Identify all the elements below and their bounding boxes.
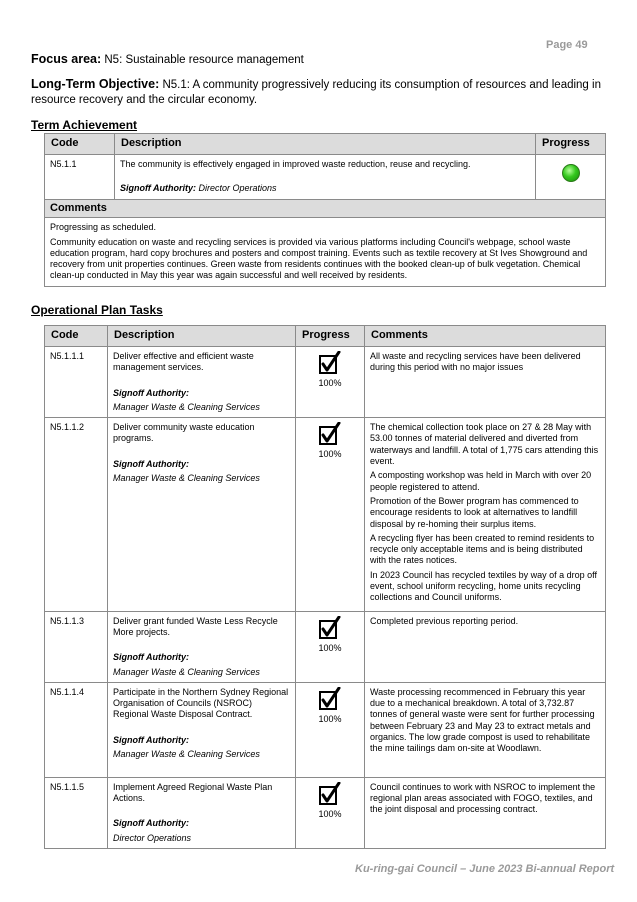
operational-plan-title: Operational Plan Tasks — [31, 303, 163, 317]
row-comment: Waste processing recommenced in February this year due to a mechanical breakdown. A total of 3,732.87 tonnes of general waste were sent for further processing between February 23 and May 23 to extract metals and organics. The low grade compost is used to rehabilitate the mine tailings dam on-site at Woodlawn. — [370, 686, 595, 754]
row-description: Participate in the Northern Sydney Regional Organisation of Councils (NSROC) Regional Waste Disposal Contract. — [113, 686, 289, 720]
ta-signoff-label: Signoff Authority: — [120, 183, 196, 194]
row-description: Implement Agreed Regional Waste Plan Actions. — [113, 781, 273, 804]
row-comments-cell — [365, 418, 606, 611]
row-signoff-label: Signoff Authority: — [113, 818, 189, 829]
objective-value: N5.1: A community progressively reducing its consumption of resources and leading in resource recovery and the circular economy. — [31, 79, 601, 106]
row-comment: The chemical collection took place on 27 & 28 May with 53.00 tonnes of material delivered and diverted from waterways and landfill. A total of 1,775 cars attending this event. — [370, 422, 599, 467]
long-term-objective — [31, 77, 616, 108]
ta-description-cell — [115, 155, 536, 200]
row-comment: Promotion of the Bower program has commenced to encourage residents to look at alternatives to landfill disposal by re-homing their surplus items. — [370, 495, 579, 529]
row-description-cell — [108, 777, 296, 848]
row-progress-value: 100% — [318, 378, 342, 388]
row-comment: All waste and recycling services have been delivered during this period with no major issues — [370, 351, 581, 373]
row-signoff-label: Signoff Authority: — [113, 734, 189, 745]
op-header-comments: Comments — [365, 326, 606, 347]
row-signoff-label: Signoff Authority: — [113, 652, 189, 663]
row-description-cell — [108, 682, 296, 777]
ta-signoff — [120, 183, 530, 194]
row-description-cell — [108, 347, 296, 418]
table-row — [45, 611, 606, 682]
table-row — [45, 418, 606, 611]
row-code: N5.1.1.3 — [45, 611, 108, 682]
row-code: N5.1.1.2 — [45, 418, 108, 611]
row-progress-cell — [296, 347, 365, 418]
row-code: N5.1.1.1 — [45, 347, 108, 418]
row-signoff-value: Manager Waste & Cleaning Services — [113, 473, 260, 484]
report-footer: Ku-ring-gai Council – June 2023 Bi-annual Report — [355, 863, 615, 875]
row-description-cell — [108, 418, 296, 611]
row-signoff-label: Signoff Authority: — [113, 458, 189, 469]
row-progress-value: 100% — [318, 642, 342, 653]
ta-header-progress: Progress — [536, 134, 606, 155]
term-achievement-table — [44, 133, 606, 287]
op-header-code: Code — [45, 326, 108, 347]
op-header-progress: Progress — [296, 326, 365, 347]
checkbox-checked-icon — [301, 782, 359, 806]
row-progress-cell — [296, 418, 365, 611]
row-progress-cell — [296, 682, 365, 777]
row-signoff-value: Director Operations — [113, 832, 192, 843]
row-comments-cell — [365, 777, 606, 848]
row-comment: Completed previous reporting period. — [370, 615, 519, 626]
row-description: Deliver grant funded Waste Less Recycle More projects. — [113, 615, 278, 637]
objective-label: Long-Term Objective: — [31, 77, 160, 91]
table-row — [45, 347, 606, 418]
table-row — [45, 682, 606, 777]
row-comment: A recycling flyer has been created to remind residents to recycle only acceptable items and is being distributed with the rates notices. — [370, 532, 595, 566]
checkbox-checked-icon — [301, 422, 359, 446]
row-description: Deliver community waste education programs. — [113, 422, 255, 444]
row-progress-value: 100% — [318, 808, 342, 819]
row-signoff-value: Manager Waste & Cleaning Services — [113, 401, 260, 412]
checkbox-checked-icon — [301, 687, 359, 711]
table-row — [45, 777, 606, 848]
row-description: Deliver effective and efficient waste management services. — [113, 351, 254, 373]
row-comments-cell — [365, 347, 606, 418]
focus-area-value: N5: Sustainable resource management — [104, 54, 304, 66]
row-comment: A composting workshop was held in March with over 20 people registered to attend. — [370, 470, 592, 492]
ta-comment-2: Community education on waste and recycling services is provided via various platforms including Council's webpage, school waste education program, hard copy brochures and posters and compost training. Events such as textile recovery at St Ives Showground and recovery from unit properties continues. Green waste from residents continues with the booked clean-up of bulk vegetation. Chemical clean-up conducted in May this year was again successful and well received by residents. — [50, 236, 588, 281]
ta-header-code: Code — [45, 134, 115, 155]
page-number: Page 49 — [546, 39, 588, 51]
row-progress-value: 100% — [318, 449, 342, 460]
ta-comment-1: Progressing as scheduled. — [50, 222, 157, 233]
row-progress-value: 100% — [318, 713, 342, 724]
op-header-description: Description — [108, 326, 296, 347]
row-signoff-value: Manager Waste & Cleaning Services — [113, 749, 260, 760]
ta-header-description: Description — [115, 134, 536, 155]
row-signoff-label: Signoff Authority: — [113, 387, 189, 398]
row-code: N5.1.1.4 — [45, 682, 108, 777]
row-signoff-value: Manager Waste & Cleaning Services — [113, 666, 260, 677]
ta-progress-cell — [536, 155, 606, 200]
checkbox-checked-icon — [301, 351, 359, 375]
checkbox-checked-icon — [301, 616, 359, 640]
ta-code: N5.1.1 — [45, 155, 115, 200]
ta-comments-header: Comments — [45, 200, 606, 218]
row-comments-cell — [365, 682, 606, 777]
row-comment: In 2023 Council has recycled textiles by way of a drop off event, school uniform recycling, home units recycling collections and Council uniforms. — [370, 569, 597, 603]
row-code: N5.1.1.5 — [45, 777, 108, 848]
ta-comments-body — [45, 218, 606, 286]
ta-description: The community is effectively engaged in improved waste reduction, reuse and recycling. — [120, 159, 471, 169]
row-progress-cell — [296, 611, 365, 682]
operational-plan-table — [44, 325, 606, 849]
row-progress-cell — [296, 777, 365, 848]
row-comments-cell — [365, 611, 606, 682]
row-description-cell — [108, 611, 296, 682]
status-green-dot-icon — [562, 164, 580, 182]
ta-signoff-value: Director Operations — [198, 183, 277, 194]
term-achievement-title: Term Achievement — [31, 118, 138, 132]
focus-area-label: Focus area: — [31, 52, 102, 66]
focus-area — [31, 52, 304, 66]
row-comment: Council continues to work with NSROC to implement the regional plan areas associated with FOGO, textiles, and the joint disposal and processing contract. — [370, 781, 596, 815]
